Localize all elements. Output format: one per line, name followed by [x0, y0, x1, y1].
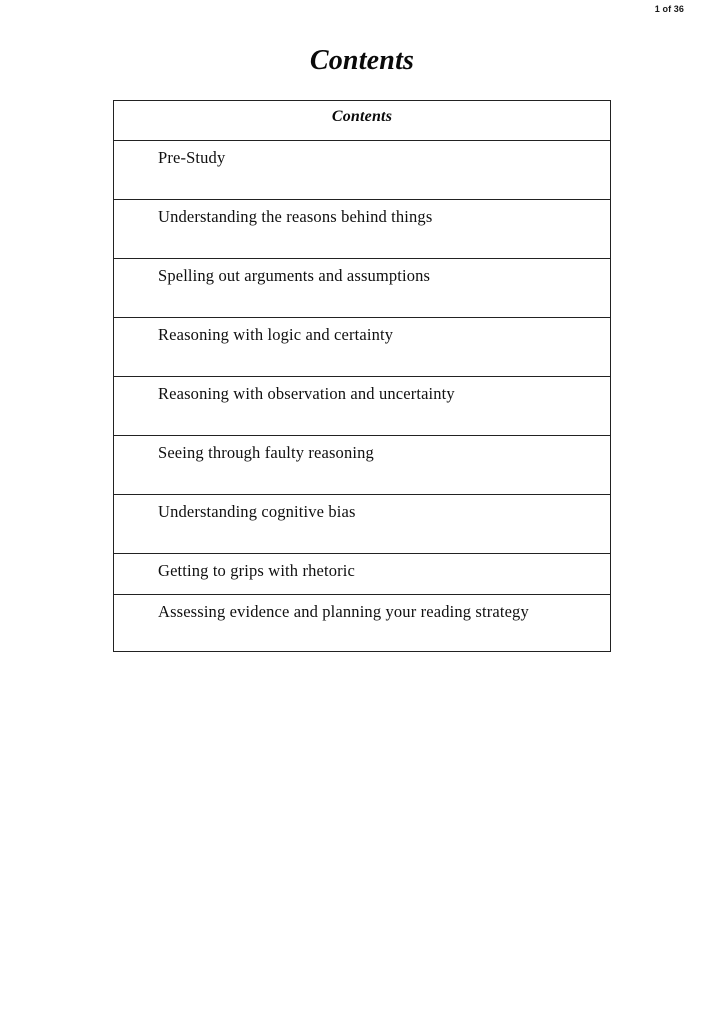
contents-column-header — [114, 101, 611, 141]
contents-entry-label: Spelling out arguments and assumptions — [158, 266, 431, 285]
contents-entry-cell[interactable] — [114, 318, 611, 377]
contents-table-body — [114, 141, 611, 652]
page-indicator: 1 of 36 — [654, 4, 684, 14]
contents-entry-cell[interactable] — [114, 554, 611, 595]
contents-entry-cell[interactable] — [114, 495, 611, 554]
table-header-row — [114, 101, 611, 141]
contents-entry-label: Getting to grips with rhetoric — [158, 561, 355, 580]
table-row[interactable] — [114, 495, 611, 554]
contents-entry-label: Seeing through faulty reasoning — [158, 443, 374, 462]
contents-entry-cell[interactable] — [114, 595, 611, 652]
contents-entry-cell[interactable] — [114, 200, 611, 259]
table-row[interactable] — [114, 595, 611, 652]
table-row[interactable] — [114, 436, 611, 495]
table-row[interactable] — [114, 200, 611, 259]
contents-entry-cell[interactable] — [114, 259, 611, 318]
contents-entry-cell[interactable] — [114, 141, 611, 200]
page-title: Contents — [309, 45, 415, 76]
contents-entry-cell[interactable] — [114, 436, 611, 495]
contents-entry-label: Reasoning with observation and uncertainty — [158, 384, 455, 403]
table-row[interactable] — [114, 554, 611, 595]
contents-entry-label: Understanding cognitive bias — [158, 502, 356, 521]
table-row[interactable] — [114, 141, 611, 200]
contents-entry-label: Assessing evidence and planning your reading strategy — [158, 602, 529, 621]
table-row[interactable] — [114, 259, 611, 318]
contents-entry-cell[interactable] — [114, 377, 611, 436]
contents-column-header-label: Contents — [331, 108, 393, 125]
contents-entry-label: Pre-Study — [158, 148, 226, 167]
table-row[interactable] — [114, 377, 611, 436]
contents-entry-label: Understanding the reasons behind things — [158, 207, 433, 226]
contents-entry-label: Reasoning with logic and certainty — [158, 325, 394, 344]
table-row[interactable] — [114, 318, 611, 377]
contents-table — [113, 100, 611, 652]
